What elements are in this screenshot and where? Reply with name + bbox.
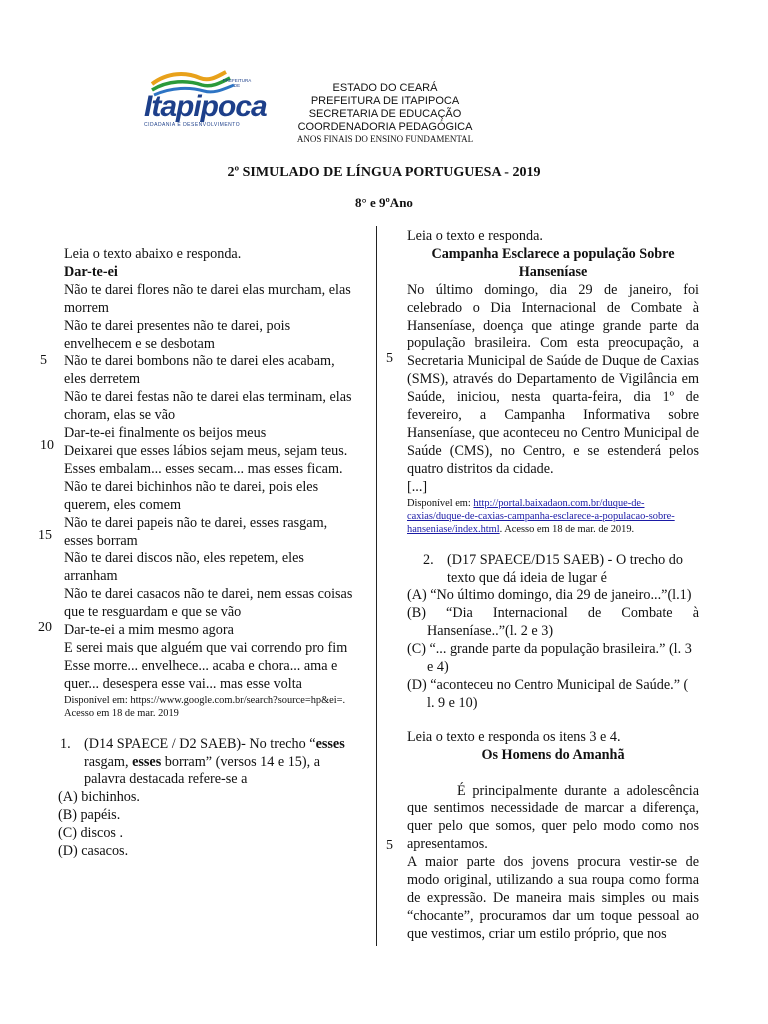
header-line: ESTADO DO CEARÁ: [332, 82, 438, 94]
text-paragraph: É principalmente durante a adolescência que sentimos necessidade de marcar a diferença, quer pelo que somos, quer pelo modo como nos apresentamos.: [407, 782, 699, 853]
poem-line: Não te darei papeis não te darei, esses rasgam, esses borram: [64, 514, 328, 549]
reading-instruction: Leia o texto e responda os itens 3 e 4.: [407, 728, 621, 745]
question-stem: [64, 736, 356, 790]
reading-instruction: Leia o texto abaixo e responda.: [64, 246, 242, 262]
column-divider: [376, 226, 377, 946]
poem-line: E serei mais que alguém que vai correndo pro fim: [64, 639, 348, 656]
reading-instruction: Leia o texto e responda.: [407, 228, 543, 244]
question-number: 1.: [60, 735, 71, 752]
line-number: 5: [386, 351, 393, 366]
question-2: [407, 552, 699, 588]
poem-source: Disponível em: https://www.google.com.br/search?source=hp&ei=. Acesso em 18 de mar. 2019: [64, 694, 346, 719]
article-body: No último domingo, dia 29 de janeiro, foi celebrado o Dia Internacional de Combate à Hanseníase, doença que atinge grande parte da população brasileira. Com esta preocupação, a Secretaria Municipal de Saúde de Duque de Caxias (SMS), através do Departamento de Vigilância em Saúde, iniciou, nesta quarta-feira, dia 1º de fevereiro, a Campanha Informativa sobre Hanseníase, que aconteceu no Centro Municipal de Saúde (CMS), no Centro, e se estenderá pelos quatro distritos da cidade.: [407, 281, 699, 477]
answer-option-d[interactable]: (D) casacos.: [58, 843, 129, 860]
answer-option-c[interactable]: (C) discos .: [58, 825, 124, 842]
left-column: [58, 246, 356, 861]
highlighted-word: esses: [132, 753, 162, 770]
poem-line: Não te darei casacos não te darei, nem essas coisas que te resguardam e que se vão: [64, 586, 353, 621]
poem-line: Deixarei que esses lábios sejam meus, sejam teus.: [64, 442, 348, 459]
article-ellipsis: [...]: [407, 478, 428, 495]
answer-option-d[interactable]: (D) “aconteceu no Centro Municipal de Saúde.” ( l. 9 e 10): [407, 676, 689, 711]
itapipoca-logo: [138, 68, 267, 134]
question-1: [58, 735, 356, 861]
poem-line: Não te darei discos não, eles repetem, eles arranham: [64, 550, 304, 585]
text-title: Os Homens do Amanhã: [481, 746, 625, 763]
answer-option-b[interactable]: (B) papéis.: [58, 807, 121, 824]
stem-prefix: (D14 SPAECE / D2 SAEB)- No trecho “: [84, 735, 316, 752]
header-line: ANOS FINAIS DO ENSINO FUNDAMENTAL: [296, 134, 474, 144]
exam-title: 2º SIMULADO DE LÍNGUA PORTUGUESA - 2019: [227, 165, 541, 180]
right-column: [407, 228, 699, 944]
answer-option-b[interactable]: (B) “Dia Internacional de Combate à Hanseníase..”(l. 2 e 3): [407, 605, 699, 640]
header-line: PREFEITURA DE ITAPIPOCA: [310, 95, 460, 107]
source-suffix: . Acesso em 18 de mar. de 2019.: [499, 523, 635, 535]
answer-option-a[interactable]: (A) bichinhos.: [58, 789, 140, 806]
line-number: 15: [38, 528, 52, 543]
poem-line: Não te darei festas não te darei elas terminam, elas choram, elas se vão: [64, 389, 352, 424]
poem-line: Não te darei flores não te darei elas murcham, elas morrem: [64, 281, 351, 316]
poem-line: Esse morre... envelhece... acaba e chora... ama e quer... desespera esse vai... mas esse volta: [64, 657, 338, 692]
line-number: 10: [40, 438, 54, 453]
line-number: 5: [386, 838, 393, 853]
source-link[interactable]: http://portal.baixadaon.com.br/duque-de-caxias/duque-de-caxias-campanha-esclarece-a-populacao-sobre-hanseniase/index.html: [407, 497, 675, 535]
exam-grade: 8° e 9ºAno: [355, 195, 413, 210]
answer-option-a[interactable]: (A) “No último domingo, dia 29 de janeiro...”(l.1): [407, 587, 692, 604]
poem-line: Dar-te-ei finalmente os beijos meus: [64, 425, 267, 442]
logo-name: Itapipoca: [144, 90, 267, 123]
poem-line: Não te darei bichinhos não te darei, pois eles querem, eles comem: [64, 478, 319, 513]
logo-slogan: CIDADANIA E DESENVOLVIMENTO: [144, 122, 241, 128]
article-title: Campanha Esclarece a população Sobre Hanseníase: [431, 245, 675, 280]
poem-line: Esses embalam... esses secam... mas esses ficam.: [64, 460, 343, 477]
poem-title: Dar-te-ei: [64, 263, 118, 280]
header-line: COORDENADORIA PEDAGÓGICA: [297, 121, 473, 133]
answer-option-c[interactable]: (C) “... grande parte da população brasileira.” (l. 3 e 4): [407, 641, 692, 676]
logo-tag: PREFEITURA DE: [222, 78, 252, 88]
poem-line: Não te darei bombons não te darei eles acabam, eles derretem: [64, 353, 335, 388]
source-prefix: Disponível em:: [407, 497, 474, 509]
stem-middle: rasgam,: [84, 753, 133, 770]
question-number: 2.: [423, 551, 434, 568]
article-source: [407, 497, 699, 536]
stem-suffix: borram” (versos 14 e 15), a palavra destacada refere-se a: [84, 753, 321, 788]
header-line: SECRETARIA DE EDUCAÇÃO: [308, 108, 462, 120]
highlighted-word: esses: [315, 735, 345, 752]
institution-header: [285, 82, 485, 145]
question-stem: (D17 SPAECE/D15 SAEB) - O trecho do texto que dá ideia de lugar é: [447, 551, 683, 586]
poem-line: Dar-te-ei a mim mesmo agora: [64, 622, 234, 639]
line-number: 5: [40, 353, 47, 368]
text-paragraph: A maior parte dos jovens procura vestir-se de modo original, utilizando a sua roupa como forma de expressão. De maneira mais simples ou mais “chocante”, procuramos dar um toque pessoal ao que vestimos, criar um estilo próprio, que nos: [407, 854, 699, 942]
line-number: 20: [38, 620, 52, 635]
poem-line: Não te darei presentes não te darei, pois envelhecem e se desbotam: [64, 317, 291, 352]
